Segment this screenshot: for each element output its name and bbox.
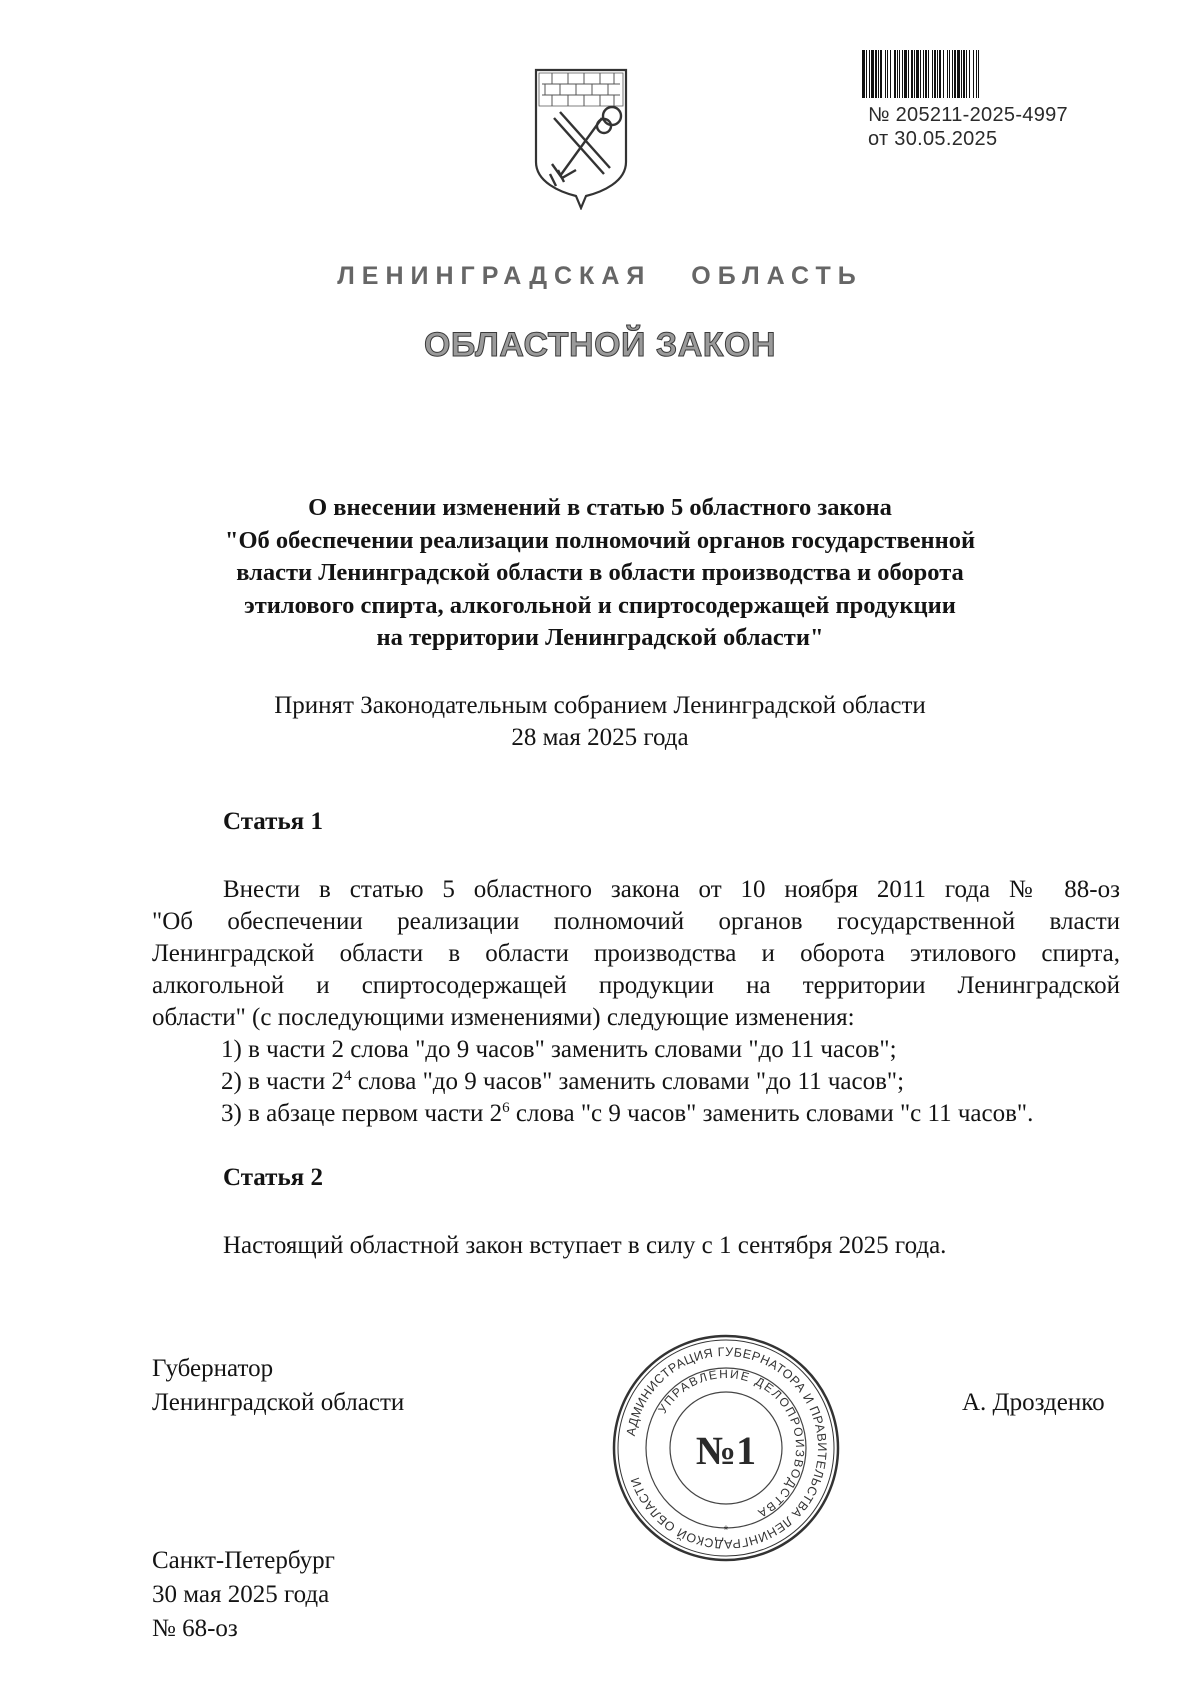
- amendment-item-2: [221, 1066, 1121, 1101]
- title-line: "Об обеспечении реализации полномочий органов государственной: [224, 526, 976, 554]
- barcode-bar: [957, 50, 960, 98]
- barcode-bar: [866, 50, 867, 98]
- barcode-bar: [880, 50, 882, 98]
- seal-inner-text: УПРАВЛЕНИЕ ДЕЛОПРОИЗВОДСТВА: [655, 1366, 808, 1522]
- amendment-text: слова "с 9 часов" заменить словами "с 11 часов".: [509, 1100, 1034, 1127]
- adoption-statement: Принят Законодательным собранием Ленинградской области: [274, 692, 926, 719]
- signatory-position-line: Ленинградской области: [152, 1389, 405, 1416]
- barcode-bar: [911, 50, 913, 98]
- article-2-heading: Статья 2: [223, 1164, 323, 1191]
- barcode-bar: [871, 50, 874, 98]
- registration-number: № 205211-2025-4997: [868, 104, 1068, 126]
- barcode-bar: [949, 50, 950, 98]
- barcode-bar: [869, 50, 870, 98]
- svg-text:№1: №1: [695, 1428, 757, 1473]
- barcode-bar: [923, 50, 924, 98]
- barcode-bar: [897, 50, 898, 98]
- barcode-bar: [890, 50, 891, 98]
- coat-of-arms-icon: [532, 66, 630, 210]
- article-1-line: "Об обеспечении реализации полномочий органов государственной власти: [152, 908, 1120, 935]
- article-1-line: Внести в статью 5 областного закона от 10 ноября 2011 года № 88-оз: [223, 876, 1120, 903]
- barcode-bar: [966, 50, 967, 98]
- title-line: власти Ленинградской области в области производства и оборота: [236, 559, 964, 586]
- barcode-bar: [934, 50, 936, 98]
- barcode-bar: [937, 50, 938, 98]
- law-type-heading: ОБЛАСТНОЙ ЗАКОН: [423, 326, 777, 364]
- official-seal-icon: [610, 1332, 842, 1564]
- barcode-bar: [875, 50, 877, 98]
- place-date-number: [152, 1544, 335, 1646]
- barcode-bar: [925, 50, 927, 98]
- barcode-icon: [860, 50, 1112, 98]
- amendment-item-1: [221, 1034, 1121, 1069]
- amendment-text: 1) в части 2 слова "до 9 часов" заменить словами "до 11 часов";: [221, 1036, 897, 1063]
- region-name: ЛЕНИНГРАДСКАЯ ОБЛАСТЬ: [337, 262, 863, 290]
- registration-date: от 30.05.2025: [868, 128, 998, 150]
- signatory-name: А. Дрозденко: [962, 1389, 1105, 1416]
- barcode-bar: [969, 50, 970, 98]
- amendment-text: 2) в части 2: [221, 1068, 344, 1095]
- article-1-heading: Статья 1: [223, 808, 323, 835]
- barcode-bar: [920, 50, 921, 98]
- title-line: О внесении изменений в статью 5 областного закона: [308, 494, 892, 521]
- barcode-bar: [899, 50, 900, 98]
- amendment-superscript: 4: [343, 1068, 352, 1084]
- barcode-bar: [914, 50, 915, 98]
- article-1-line: алкогольной и спиртосодержащей продукции на территории Ленинградской: [152, 972, 1120, 999]
- barcode-bar: [928, 50, 929, 98]
- barcode-bar: [885, 50, 886, 98]
- law-number: № 68-оз: [152, 1615, 238, 1642]
- signatory-position-line: Губернатор: [152, 1355, 274, 1382]
- amendment-item-3: [221, 1098, 1121, 1133]
- amendment-text: слова "до 9 часов" заменить словами "до 11 часов";: [351, 1068, 905, 1095]
- barcode-bar: [939, 50, 941, 98]
- barcode-bar: [943, 50, 944, 98]
- barcode-bar: [978, 50, 979, 98]
- title-line: этилового спирта, алкогольной и спиртосодержащей продукции: [244, 591, 956, 619]
- barcode-bar: [932, 50, 933, 98]
- barcode-bar: [976, 50, 977, 98]
- barcode-bar: [878, 50, 879, 98]
- seal-ring-text: АДМИНИСТРАЦИЯ ГУБЕРНАТОРА И ПРАВИТЕЛЬСТВА ЛЕНИНГРАДСКОЙ ОБЛАСТИ: [623, 1344, 830, 1552]
- barcode-bar: [908, 50, 909, 98]
- barcode-bar: [954, 50, 956, 98]
- barcode-bar: [973, 50, 974, 98]
- barcode-bar: [862, 50, 865, 98]
- title-line: на территории Ленинградской области": [376, 624, 824, 651]
- barcode-bar: [916, 50, 919, 98]
- barcode-bar: [887, 50, 888, 98]
- amendment-superscript: 6: [502, 1100, 510, 1116]
- barcode-bar: [894, 50, 896, 98]
- signatory-position: [152, 1352, 404, 1420]
- law-title: [130, 492, 1070, 655]
- adoption-date: 28 мая 2025 года: [511, 724, 689, 751]
- article-2-text: Настоящий областной закон вступает в силу с 1 сентября 2025 года.: [223, 1232, 947, 1259]
- signing-city: Санкт-Петербург: [152, 1547, 335, 1574]
- barcode-bar: [904, 50, 907, 98]
- barcode-bar: [947, 50, 948, 98]
- article-1-line: области" (с последующими изменениями) следующие изменения:: [152, 1004, 855, 1031]
- barcode-bar: [963, 50, 965, 98]
- amendment-text: 3) в абзаце первом части 2: [221, 1100, 503, 1127]
- barcode-bar: [902, 50, 903, 98]
- svg-text:*: *: [723, 1523, 729, 1537]
- signing-date: 30 мая 2025 года: [152, 1581, 330, 1608]
- article-1-line: Ленинградской области в области производства и оборота этилового спирта,: [152, 940, 1120, 967]
- barcode-bar: [952, 50, 953, 98]
- barcode-bar: [961, 50, 962, 98]
